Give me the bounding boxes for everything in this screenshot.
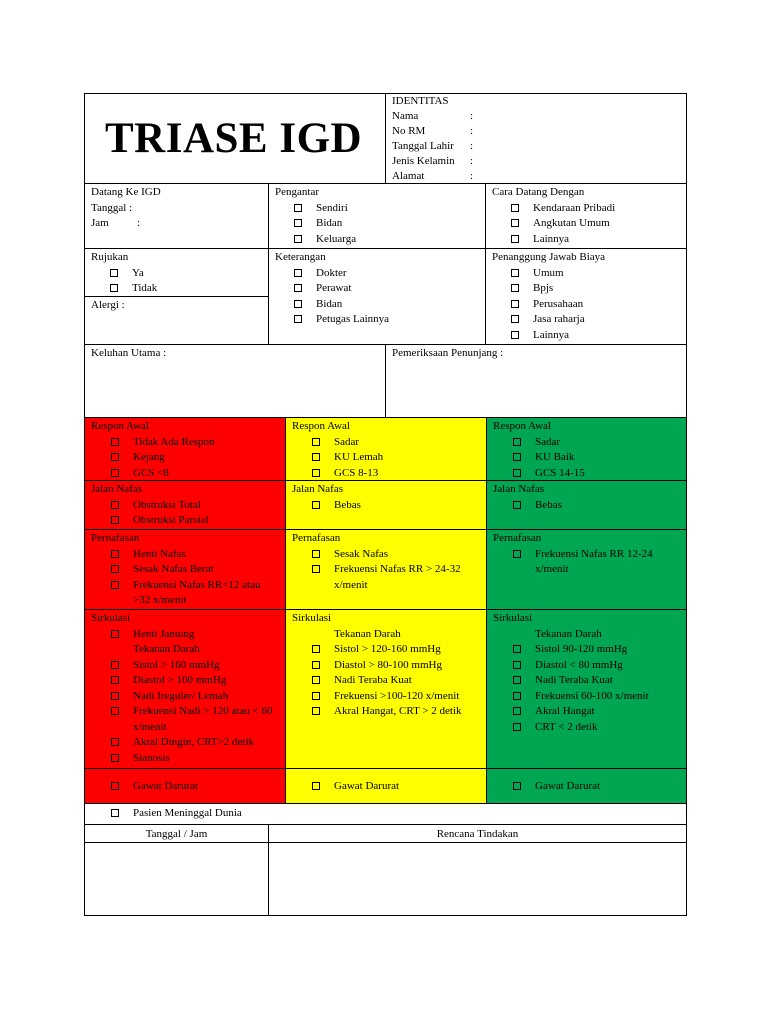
green-respon-option[interactable]: KU Baik bbox=[493, 450, 680, 466]
identitas-tanggal-lahir[interactable]: Tanggal Lahir : bbox=[392, 140, 474, 152]
red-gawat-option[interactable]: Gawat Darurat bbox=[91, 779, 279, 795]
checkbox[interactable] bbox=[513, 501, 521, 509]
cara-datang-option[interactable]: Lainnya bbox=[492, 232, 680, 248]
red-respon-panel bbox=[84, 417, 286, 481]
checkbox[interactable] bbox=[511, 300, 519, 308]
green-respon-option[interactable]: Sadar bbox=[493, 435, 680, 451]
checkbox[interactable] bbox=[511, 269, 519, 277]
checkbox[interactable] bbox=[294, 204, 302, 212]
pengantar-option[interactable]: Keluarga bbox=[275, 232, 479, 248]
checkbox[interactable] bbox=[111, 661, 119, 669]
cara-datang-option[interactable]: Angkutan Umum bbox=[492, 216, 680, 232]
red-pernafasan-option[interactable]: Henti Nafas bbox=[91, 547, 279, 563]
checkbox[interactable] bbox=[312, 676, 320, 684]
alergi-panel[interactable] bbox=[84, 296, 269, 345]
penanggung-panel bbox=[485, 248, 687, 345]
red-respon-option[interactable]: Kejang bbox=[91, 450, 279, 466]
checkbox[interactable] bbox=[111, 565, 119, 573]
footer-tanggal-cell[interactable] bbox=[84, 842, 269, 916]
checkbox[interactable] bbox=[312, 645, 320, 653]
checkbox[interactable] bbox=[294, 300, 302, 308]
red-gawat-panel bbox=[84, 768, 286, 804]
green-pernafasan-option[interactable]: Frekuensi Nafas RR 12-24 x/menit bbox=[493, 547, 680, 578]
green-gawat-panel bbox=[486, 768, 687, 804]
keterangan-option[interactable]: Perawat bbox=[275, 281, 479, 297]
red-sirkulasi-option[interactable]: Frekuensi Nadi > 120 atau < 60 x/menit bbox=[91, 704, 279, 735]
green-pernafasan-heading: Pernafasan bbox=[493, 532, 542, 544]
footer-header-rencana: Rencana Tindakan bbox=[268, 824, 687, 843]
yellow-gawat-panel bbox=[285, 768, 487, 804]
checkbox[interactable] bbox=[111, 692, 119, 700]
red-sirkulasi-option[interactable]: Diastol > 100 mmHg bbox=[91, 673, 279, 689]
checkbox[interactable] bbox=[513, 453, 521, 461]
red-pernafasan-option[interactable]: Frekuensi Nafas RR<12 atau >32 x/menit bbox=[91, 578, 279, 609]
green-sirkulasi-option[interactable]: Nadi Teraba Kuat bbox=[493, 673, 680, 689]
red-sirkulasi-panel bbox=[84, 609, 286, 769]
yellow-sirkulasi-heading: Sirkulasi bbox=[292, 612, 332, 624]
red-respon-heading: Respon Awal bbox=[91, 420, 149, 432]
pengantar-panel bbox=[268, 183, 486, 249]
checkbox[interactable] bbox=[513, 550, 521, 558]
yellow-pernafasan-heading: Pernafasan bbox=[292, 532, 341, 544]
checkbox[interactable] bbox=[111, 550, 119, 558]
green-jalan-heading: Jalan Nafas bbox=[493, 483, 545, 495]
cara-datang-option[interactable]: Kendaraan Pribadi bbox=[492, 201, 680, 217]
checkbox[interactable] bbox=[111, 501, 119, 509]
checkbox[interactable] bbox=[312, 661, 320, 669]
checkbox[interactable] bbox=[312, 469, 320, 477]
checkbox[interactable] bbox=[513, 661, 521, 669]
checkbox[interactable] bbox=[513, 438, 521, 446]
checkbox[interactable] bbox=[111, 438, 119, 446]
meninggal-option[interactable]: Pasien Meninggal Dunia bbox=[91, 806, 680, 822]
footer-header-tanggal: Tanggal / Jam bbox=[84, 824, 269, 843]
red-pernafasan-panel bbox=[84, 529, 286, 610]
green-sirkulasi-option[interactable]: Diastol < 80 mmHg bbox=[493, 658, 680, 674]
checkbox[interactable] bbox=[294, 284, 302, 292]
green-respon-option[interactable]: GCS 14-15 bbox=[493, 466, 680, 482]
green-sirkulasi-sub: Tekanan Darah bbox=[535, 627, 602, 640]
yellow-jalan-heading: Jalan Nafas bbox=[292, 483, 344, 495]
green-respon-panel bbox=[486, 417, 687, 481]
checkbox[interactable] bbox=[111, 453, 119, 461]
checkbox[interactable] bbox=[513, 723, 521, 731]
cara-datang-panel bbox=[485, 183, 687, 249]
checkbox[interactable] bbox=[511, 315, 519, 323]
penanggung-option[interactable]: Lainnya bbox=[492, 328, 680, 344]
checkbox[interactable] bbox=[511, 219, 519, 227]
triase-form bbox=[84, 93, 687, 916]
identitas-alamat[interactable]: Alamat : bbox=[392, 170, 474, 182]
checkbox[interactable] bbox=[511, 331, 519, 339]
yellow-jalan-panel bbox=[285, 480, 487, 530]
checkbox[interactable] bbox=[111, 630, 119, 638]
yellow-sirkulasi-option[interactable]: Diastol > 80-100 mmHg bbox=[292, 658, 480, 674]
red-jalan-option[interactable]: Obstruksi Total bbox=[91, 498, 279, 514]
keluhan-panel[interactable] bbox=[84, 344, 386, 418]
rujukan-panel bbox=[84, 248, 269, 297]
pengantar-heading: Pengantar bbox=[275, 186, 319, 198]
checkbox[interactable] bbox=[511, 204, 519, 212]
title-cell bbox=[84, 93, 386, 184]
yellow-sirkulasi-sub: Tekanan Darah bbox=[334, 627, 401, 640]
datang-heading: Datang Ke IGD bbox=[91, 186, 161, 198]
checkbox[interactable] bbox=[511, 284, 519, 292]
pemeriksaan-heading: Pemeriksaan Penunjang : bbox=[392, 347, 504, 359]
green-jalan-panel bbox=[486, 480, 687, 530]
green-sirkulasi-panel bbox=[486, 609, 687, 769]
checkbox[interactable] bbox=[111, 676, 119, 684]
checkbox[interactable] bbox=[513, 707, 521, 715]
checkbox[interactable] bbox=[294, 219, 302, 227]
checkbox[interactable] bbox=[294, 269, 302, 277]
red-pernafasan-heading: Pernafasan bbox=[91, 532, 140, 544]
keterangan-option[interactable]: Petugas Lainnya bbox=[275, 312, 479, 328]
green-sirkulasi-heading: Sirkulasi bbox=[493, 612, 533, 624]
identitas-nama[interactable]: Nama : bbox=[392, 110, 474, 122]
rujukan-option[interactable]: Tidak bbox=[91, 281, 262, 297]
green-gawat-option[interactable]: Gawat Darurat bbox=[493, 779, 680, 795]
checkbox[interactable] bbox=[513, 782, 521, 790]
checkbox[interactable] bbox=[511, 235, 519, 243]
identitas-heading: IDENTITAS bbox=[392, 95, 449, 107]
identitas-panel bbox=[385, 93, 687, 184]
green-sirkulasi-option[interactable]: Sistol 90-120 mmHg bbox=[493, 642, 680, 658]
yellow-respon-option[interactable]: GCS 8-13 bbox=[292, 466, 480, 482]
red-pernafasan-option[interactable]: Sesak Nafas Berat bbox=[91, 562, 279, 578]
checkbox[interactable] bbox=[513, 469, 521, 477]
penanggung-option[interactable]: Umum bbox=[492, 266, 680, 282]
cara-datang-heading: Cara Datang Dengan bbox=[492, 186, 585, 198]
red-sirkulasi-option[interactable]: Sianosis bbox=[91, 751, 279, 767]
keluhan-heading: Keluhan Utama : bbox=[91, 347, 167, 359]
checkbox[interactable] bbox=[111, 754, 119, 762]
pengantar-option[interactable]: Bidan bbox=[275, 216, 479, 232]
red-sirkulasi-option[interactable]: Sistol > 160 mmHg bbox=[91, 658, 279, 674]
datang-tanggal[interactable]: Tanggal : bbox=[91, 201, 133, 214]
red-jalan-panel bbox=[84, 480, 286, 530]
footer-rencana-cell[interactable] bbox=[268, 842, 687, 916]
penanggung-option[interactable]: Bpjs bbox=[492, 281, 680, 297]
yellow-gawat-option[interactable]: Gawat Darurat bbox=[292, 779, 480, 795]
green-sirkulasi-option[interactable]: CRT < 2 detik bbox=[493, 720, 680, 736]
checkbox[interactable] bbox=[294, 235, 302, 243]
checkbox[interactable] bbox=[312, 438, 320, 446]
checkbox[interactable] bbox=[312, 550, 320, 558]
red-respon-option[interactable]: Tidak Ada Respon bbox=[91, 435, 279, 451]
datang-jam[interactable]: Jam : bbox=[91, 217, 141, 229]
yellow-sirkulasi-option[interactable]: Akral Hangat, CRT > 2 detik bbox=[292, 704, 480, 720]
checkbox[interactable] bbox=[312, 707, 320, 715]
checkbox[interactable] bbox=[111, 469, 119, 477]
checkbox[interactable] bbox=[111, 516, 119, 524]
datang-panel bbox=[84, 183, 269, 249]
checkbox[interactable] bbox=[111, 782, 119, 790]
checkbox[interactable] bbox=[513, 676, 521, 684]
yellow-respon-option[interactable]: Sadar bbox=[292, 435, 480, 451]
alergi-heading: Alergi : bbox=[91, 299, 125, 311]
yellow-pernafasan-option[interactable]: Frekuensi Nafas RR > 24-32 x/menit bbox=[292, 562, 480, 593]
yellow-sirkulasi-option[interactable]: Sistol > 120-160 mmHg bbox=[292, 642, 480, 658]
red-sirkulasi-sub: Tekanan Darah bbox=[133, 643, 200, 655]
checkbox[interactable] bbox=[111, 738, 119, 746]
yellow-respon-panel bbox=[285, 417, 487, 481]
yellow-respon-heading: Respon Awal bbox=[292, 420, 350, 432]
pemeriksaan-panel[interactable] bbox=[385, 344, 687, 418]
rujukan-heading: Rujukan bbox=[91, 251, 129, 263]
penanggung-heading: Penanggung Jawab Biaya bbox=[492, 251, 606, 263]
red-sirkulasi-option[interactable]: Akral Dingin, CRT>2 detik bbox=[91, 735, 279, 751]
red-jalan-option[interactable]: Obstruksi Parsial bbox=[91, 513, 279, 529]
red-sirkulasi-heading: Sirkulasi bbox=[91, 612, 131, 624]
red-jalan-heading: Jalan Nafas bbox=[91, 483, 143, 495]
checkbox[interactable] bbox=[111, 581, 119, 589]
meninggal-row bbox=[84, 803, 687, 825]
yellow-pernafasan-panel bbox=[285, 529, 487, 610]
pengantar-option[interactable]: Sendiri bbox=[275, 201, 479, 217]
green-sirkulasi-option[interactable]: Frekuensi 60-100 x/menit bbox=[493, 689, 680, 705]
yellow-sirkulasi-option[interactable]: Frekuensi >100-120 x/menit bbox=[292, 689, 480, 705]
identitas-jenis-kelamin[interactable]: Jenis Kelamin : bbox=[392, 155, 474, 167]
penanggung-option[interactable]: Perusahaan bbox=[492, 297, 680, 313]
checkbox[interactable] bbox=[110, 269, 118, 277]
checkbox[interactable] bbox=[513, 692, 521, 700]
keterangan-option[interactable]: Bidan bbox=[275, 297, 479, 313]
checkbox[interactable] bbox=[312, 453, 320, 461]
keterangan-heading: Keterangan bbox=[275, 251, 326, 263]
yellow-respon-option[interactable]: KU Lemah bbox=[292, 450, 480, 466]
red-respon-option[interactable]: GCS <8 bbox=[91, 466, 279, 482]
keterangan-option[interactable]: Dokter bbox=[275, 266, 479, 282]
red-sirkulasi-option[interactable]: Henti Jantung bbox=[91, 627, 279, 643]
yellow-sirkulasi-panel bbox=[285, 609, 487, 769]
checkbox[interactable] bbox=[312, 501, 320, 509]
green-respon-heading: Respon Awal bbox=[493, 420, 551, 432]
checkbox[interactable] bbox=[513, 645, 521, 653]
checkbox[interactable] bbox=[312, 782, 320, 790]
keterangan-panel bbox=[268, 248, 486, 345]
rujukan-option[interactable]: Ya bbox=[91, 266, 262, 282]
yellow-sirkulasi-option[interactable]: Nadi Teraba Kuat bbox=[292, 673, 480, 689]
checkbox[interactable] bbox=[111, 707, 119, 715]
green-sirkulasi-option[interactable]: Akral Hangat bbox=[493, 704, 680, 720]
checkbox[interactable] bbox=[312, 565, 320, 573]
penanggung-option[interactable]: Jasa raharja bbox=[492, 312, 680, 328]
green-pernafasan-panel bbox=[486, 529, 687, 610]
red-sirkulasi-option[interactable]: Nadi Ireguler/ Lemah bbox=[91, 689, 279, 705]
form-title: TRIASE IGD bbox=[105, 115, 363, 162]
green-jalan-option[interactable]: Bebas bbox=[493, 498, 680, 514]
yellow-jalan-option[interactable]: Bebas bbox=[292, 498, 480, 514]
checkbox[interactable] bbox=[294, 315, 302, 323]
checkbox[interactable] bbox=[312, 692, 320, 700]
checkbox[interactable] bbox=[110, 284, 118, 292]
checkbox[interactable] bbox=[111, 809, 119, 817]
yellow-pernafasan-option[interactable]: Sesak Nafas bbox=[292, 547, 480, 563]
identitas-norm[interactable]: No RM : bbox=[392, 125, 474, 137]
